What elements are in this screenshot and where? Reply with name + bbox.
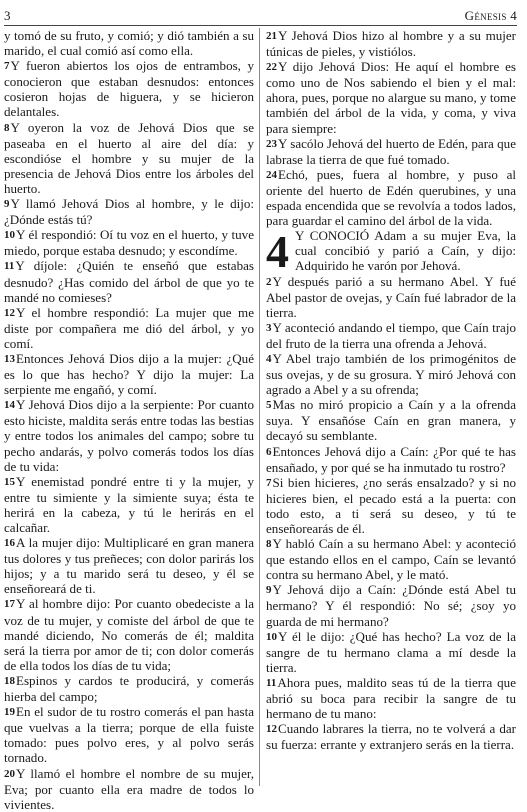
verse: [4, 673, 254, 704]
verse-text: Y dijo Jehová Dios: He aquí el hombre es como uno de Nos sabiendo el bien y el mal: ahora, pues, porque no alargue su mano, y tome también del árbol de la vida, y coma, y viva para siempre:: [266, 59, 516, 136]
verse-text: Y el hombre respondió: La mujer que me diste por compañera me dió del árbol, y yo comí.: [4, 304, 254, 351]
verse: [4, 351, 254, 397]
verse-number: 23: [266, 137, 277, 150]
verse-text: A la mujer dijo: Multiplicaré en gran manera tus dolores y tus preñeces; con dolor parirás los hijos; y a tu marido será tu deseo, y él se enseñoreará de ti.: [4, 535, 254, 597]
verse-text: Entonces Jehová dijo a Caín: ¿Por qué te has ensañado, y por qué se ha inmutado tu rostro?: [266, 443, 516, 475]
verse: [4, 258, 254, 304]
verse: [4, 28, 254, 58]
verse: [4, 305, 254, 351]
verse: [266, 444, 516, 475]
verse: [266, 136, 516, 167]
verse-number: 11: [266, 676, 277, 689]
verse-text: Y enemistad pondré entre ti y la mujer, y entre tu simiente y la simiente suya; ésta te herirá en la cabeza, y tú le herirás en el calcañar.: [4, 473, 254, 535]
verse-number: 6: [266, 445, 272, 458]
verse: [266, 320, 516, 351]
verse-text: Cuando labrares la tierra, no te volverá a dar su fuerza: errante y extranjero serás en la tierra.: [266, 721, 516, 753]
chapter-number: 4: [266, 226, 289, 278]
verse-number: 12: [4, 306, 15, 319]
verse-number: 2: [266, 275, 272, 288]
verse-number: 7: [4, 60, 10, 73]
verse: [266, 629, 516, 675]
verse-number: 11: [4, 260, 15, 273]
verse: [4, 704, 254, 765]
verse-number: 10: [4, 229, 15, 242]
verse-number: 3: [266, 321, 272, 334]
verse-text: Espinos y cardos te producirá, y comerás hierba del campo;: [4, 672, 254, 705]
page-number: 3: [4, 8, 11, 23]
verse-number: 24: [266, 168, 277, 181]
verse-text: Y al hombre dijo: Por cuanto obedeciste a la voz de tu mujer, y comiste del árbol de que te mandé diciendo, No comerás de él; maldita será la tierra por amor de ti; con dolor comerás de ella todos los días de tu vida;: [4, 596, 254, 673]
verse-text: Mas no miró propicio a Caín y a la ofrenda suya. Y ensañóse Caín en gran manera, y decayó su semblante.: [266, 397, 516, 444]
verse-text: Y llamó Jehová Dios al hombre, y le dijo: ¿Dónde estás tú?: [4, 196, 254, 228]
verse-number: 17: [4, 598, 15, 611]
verse: [266, 28, 516, 59]
text-columns: [4, 28, 517, 812]
verse-number: 16: [4, 537, 15, 550]
verse-text: Y fueron abiertos los ojos de entrambos, y conocieron que estaban desnudos: entonces cosieron hojas de higuera, y se hicieron delantales.: [4, 58, 254, 120]
verse-text: Y después parió a su hermano Abel. Y fué Abel pastor de ovejas, y Caín fué labrador de la tierra.: [266, 273, 516, 320]
verse: [266, 351, 516, 397]
verse-text: Y él le dijo: ¿Qué has hecho? La voz de la sangre de tu hermano clama a mí desde la tierra.: [266, 628, 516, 675]
left-column: [4, 28, 259, 812]
verse-number: 4: [266, 352, 272, 365]
verse-number: 20: [4, 767, 15, 780]
verse: [4, 766, 254, 812]
verse: [266, 475, 516, 536]
verse: [4, 58, 254, 119]
verse-text: Ahora pues, maldito seas tú de la tierra que abrió su boca para recibir la sangre de tu hermano de tu mano:: [266, 674, 516, 722]
verse: [4, 596, 254, 672]
verse-number: 19: [4, 706, 15, 719]
verse-text: Y Abel trajo también de los primogénitos de sus ovejas, y de su grosura. Y miró Jehová con agrado a Abel y a su ofrenda;: [266, 350, 516, 398]
verse-text: Y sacólo Jehová del huerto de Edén, para que labrase la tierra de que fué tomado.: [266, 135, 516, 167]
verse-number: 5: [266, 399, 272, 412]
verse: [266, 274, 516, 320]
chapter-4-opening: [266, 226, 516, 278]
chapter-3-end: [266, 28, 516, 228]
verse-text: Entonces Jehová Dios dijo a la mujer: ¿Qué es lo que has hecho? Y dijo la mujer: La serpiente me engañó, y comí.: [4, 350, 254, 398]
chapter-lead-words: Y CONOCIÓ: [295, 228, 370, 244]
running-header: [4, 4, 517, 26]
verse-number: 8: [266, 538, 272, 551]
verse-number: 9: [4, 198, 10, 211]
verse-text: Y Jehová Dios dijo a la serpiente: Por cuanto esto hiciste, maldita serás entre todas las bestias y entre todos los animales del campo; sobre tu pecho andarás, y polvo comerás todos los días de tu vida:: [4, 397, 254, 474]
verse-number: 13: [4, 352, 15, 365]
verse: [4, 535, 254, 596]
right-column: [259, 28, 516, 786]
chapter-4-verses: [266, 274, 516, 753]
verse-number: 22: [266, 61, 277, 74]
verse-number: 21: [266, 30, 277, 42]
verse-text: Y habló Caín a su hermano Abel: y aconteció que estando ellos en el campo, Caín se levantó contra su hermano Abel, y le mató.: [266, 536, 516, 583]
verse-text: Y oyeron la voz de Jehová Dios que se paseaba en el huerto al aire del día: y escondióse el hombre y su mujer de la presencia de Jehová Dios entre los árboles del huerto.: [4, 119, 254, 196]
verse: [4, 120, 254, 196]
verse-text: Echó, pues, fuera al hombre, y puso al oriente del huerto de Edén querubines, y una espada encendida que se revolvía a todos lados, para guardar el camino del árbol de la vida.: [266, 166, 516, 229]
verse-number: 8: [4, 121, 10, 134]
verse: [266, 721, 516, 752]
verse-text: Y él respondió: Oí tu voz en el huerto, y tuve miedo, porque estaba desnudo; y escondíme.: [4, 227, 254, 259]
verse: [266, 397, 516, 443]
verse-number: 15: [4, 475, 15, 488]
verse: [4, 474, 254, 535]
verse-text: En el sudor de tu rostro comerás el pan hasta que vuelvas a la tierra; porque de ella fuiste tomado: pues polvo eres, y al polvo serás tornado.: [4, 704, 254, 766]
verse-text: Y llamó el hombre el nombre de su mujer, Eva; por cuanto ella era madre de todos lo vivientes.: [4, 765, 254, 812]
verse-number: 14: [4, 399, 15, 412]
verse: [266, 536, 516, 582]
verse-number: 9: [266, 584, 272, 597]
chapter-verse-1: Adam a su mujer Eva, la cual concibió y parió a Caín, y dijo: Adquirido he varón por Jehová.: [295, 228, 516, 274]
verse: [4, 397, 254, 473]
running-title: Génesis 4: [464, 8, 517, 23]
verse-text: Y Jehová Dios hizo al hombre y a su mujer túnicas de pieles, y vistiólos.: [266, 28, 516, 60]
verse-number: 10: [266, 630, 277, 643]
verse: [266, 675, 516, 721]
verse: [266, 167, 516, 228]
verse-number: 7: [266, 476, 272, 489]
verse-text: y tomó de su fruto, y comió; y dió también a su marido, el cual comió así como ella.: [4, 28, 254, 59]
verse: [266, 582, 516, 628]
verse-number: 18: [4, 674, 15, 687]
verse: [266, 59, 516, 135]
verse-text: Y díjole: ¿Quién te enseñó que estabas desnudo? ¿Has comido del árbol de que yo te mandé no comieses?: [4, 258, 254, 305]
verse: [4, 196, 254, 227]
verse-text: Y aconteció andando el tiempo, que Caín trajo del fruto de la tierra una ofrenda a Jehová.: [266, 319, 516, 351]
verse-text: Si bien hicieres, ¿no serás ensalzado? y si no hicieres bien, el pecado está a la puerta: con todo esto, a ti será su deseo, y tú te enseñorearás de él.: [266, 474, 516, 536]
verse-number: 12: [266, 723, 277, 736]
verse: [4, 227, 254, 258]
verse-text: Y Jehová dijo a Caín: ¿Dónde está Abel tu hermano? Y él respondió: No sé; ¿soy yo guarda de mi hermano?: [266, 582, 516, 629]
